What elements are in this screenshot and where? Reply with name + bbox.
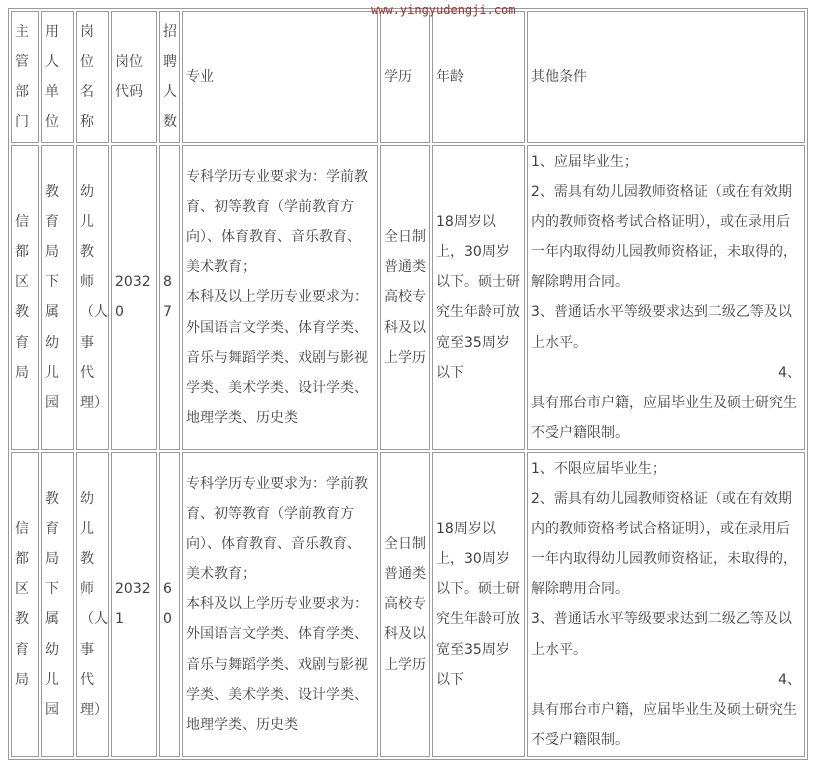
cell-position: 幼儿教师（人事代理） — [76, 452, 109, 757]
header-cell-major: 专业 — [182, 11, 378, 143]
cell-headcount: 87 — [159, 145, 180, 450]
other-condition-3: 3、普通话水平等级要求达到二级乙等及以上水平。 — [531, 304, 792, 351]
cell-headcount: 60 — [159, 452, 180, 757]
cell-age: 18周岁以上，30周岁以下。硕士研究生年龄可放宽至35周岁以下 — [432, 145, 525, 450]
cell-other — [527, 452, 805, 757]
table-row — [11, 452, 805, 757]
header-cell-dept: 主管部门 — [11, 11, 39, 143]
table-header-row — [11, 11, 805, 143]
cell-position: 幼儿教师（人事代理） — [76, 145, 109, 450]
other-condition-2: 2、需具有幼儿园教师资格证（或在有效期内的教师资格考试合格证明），或在录用后一年内取得幼儿园教师资格证，未取得的，解除聘用合同。 — [531, 491, 797, 598]
major-college-req: 专科学历专业要求为：学前教育、初等教育（学前教育方向）、体育教育、音乐教育、美术教育； — [186, 475, 368, 583]
header-cell-headcount: 招聘人数 — [159, 11, 180, 143]
header-cell-age: 年龄 — [432, 11, 525, 143]
other-condition-4: 具有邢台市户籍，应届毕业生及硕士研究生不受户籍限制。 — [531, 394, 797, 441]
cell-code: 20320 — [111, 145, 157, 450]
other-condition-4-marker: 4、 — [778, 671, 801, 688]
cell-dept: 信都区教育局 — [11, 452, 39, 757]
cell-code: 20321 — [111, 452, 157, 757]
other-condition-3: 3、普通话水平等级要求达到二级乙等及以上水平。 — [531, 611, 792, 658]
header-cell-other: 其他条件 — [527, 11, 805, 143]
other-condition-4-marker: 4、 — [778, 364, 801, 381]
cell-education: 全日制普通类高校专科及以上学历 — [380, 145, 430, 450]
cell-employer: 教育局下属幼儿园 — [41, 145, 74, 450]
header-cell-employer: 用人单位 — [41, 11, 74, 143]
site-watermark: www.yingyudengji.com — [371, 3, 516, 17]
other-condition-1: 1、应届毕业生； — [531, 154, 638, 170]
cell-employer: 教育局下属幼儿园 — [41, 452, 74, 757]
cell-age: 18周岁以上，30周岁以下。硕士研究生年龄可放宽至35周岁以下 — [432, 452, 525, 757]
major-bachelor-req: 本科及以上学历专业要求为：外国语言文学类、体育学类、音乐与舞蹈学类、戏剧与影视学类、美术学类、设计学类、地理学类、历史类 — [186, 289, 368, 426]
table-row — [11, 145, 805, 450]
other-condition-4: 具有邢台市户籍，应届毕业生及硕士研究生不受户籍限制。 — [531, 701, 797, 748]
recruitment-table — [8, 8, 808, 760]
header-cell-code: 岗位代码 — [111, 11, 157, 143]
header-cell-position: 岗位名称 — [76, 11, 109, 143]
cell-dept: 信都区教育局 — [11, 145, 39, 450]
other-condition-1: 1、不限应届毕业生； — [531, 460, 666, 477]
cell-major — [182, 452, 378, 757]
cell-education: 全日制普通类高校专科及以上学历 — [380, 452, 430, 757]
major-college-req: 专科学历专业要求为：学前教育、初等教育（学前教育方向）、体育教育、音乐教育、美术教育； — [186, 169, 368, 276]
other-condition-2: 2、需具有幼儿园教师资格证（或在有效期内的教师资格考试合格证明），或在录用后一年内取得幼儿园教师资格证，未取得的，解除聘用合同。 — [531, 184, 797, 291]
major-bachelor-req: 本科及以上学历专业要求为：外国语言文学类、体育学类、音乐与舞蹈学类、戏剧与影视学类、美术学类、设计学类、地理学类、历史类 — [186, 596, 368, 733]
header-cell-education: 学历 — [380, 11, 430, 143]
cell-major — [182, 145, 378, 450]
cell-other — [527, 145, 805, 450]
